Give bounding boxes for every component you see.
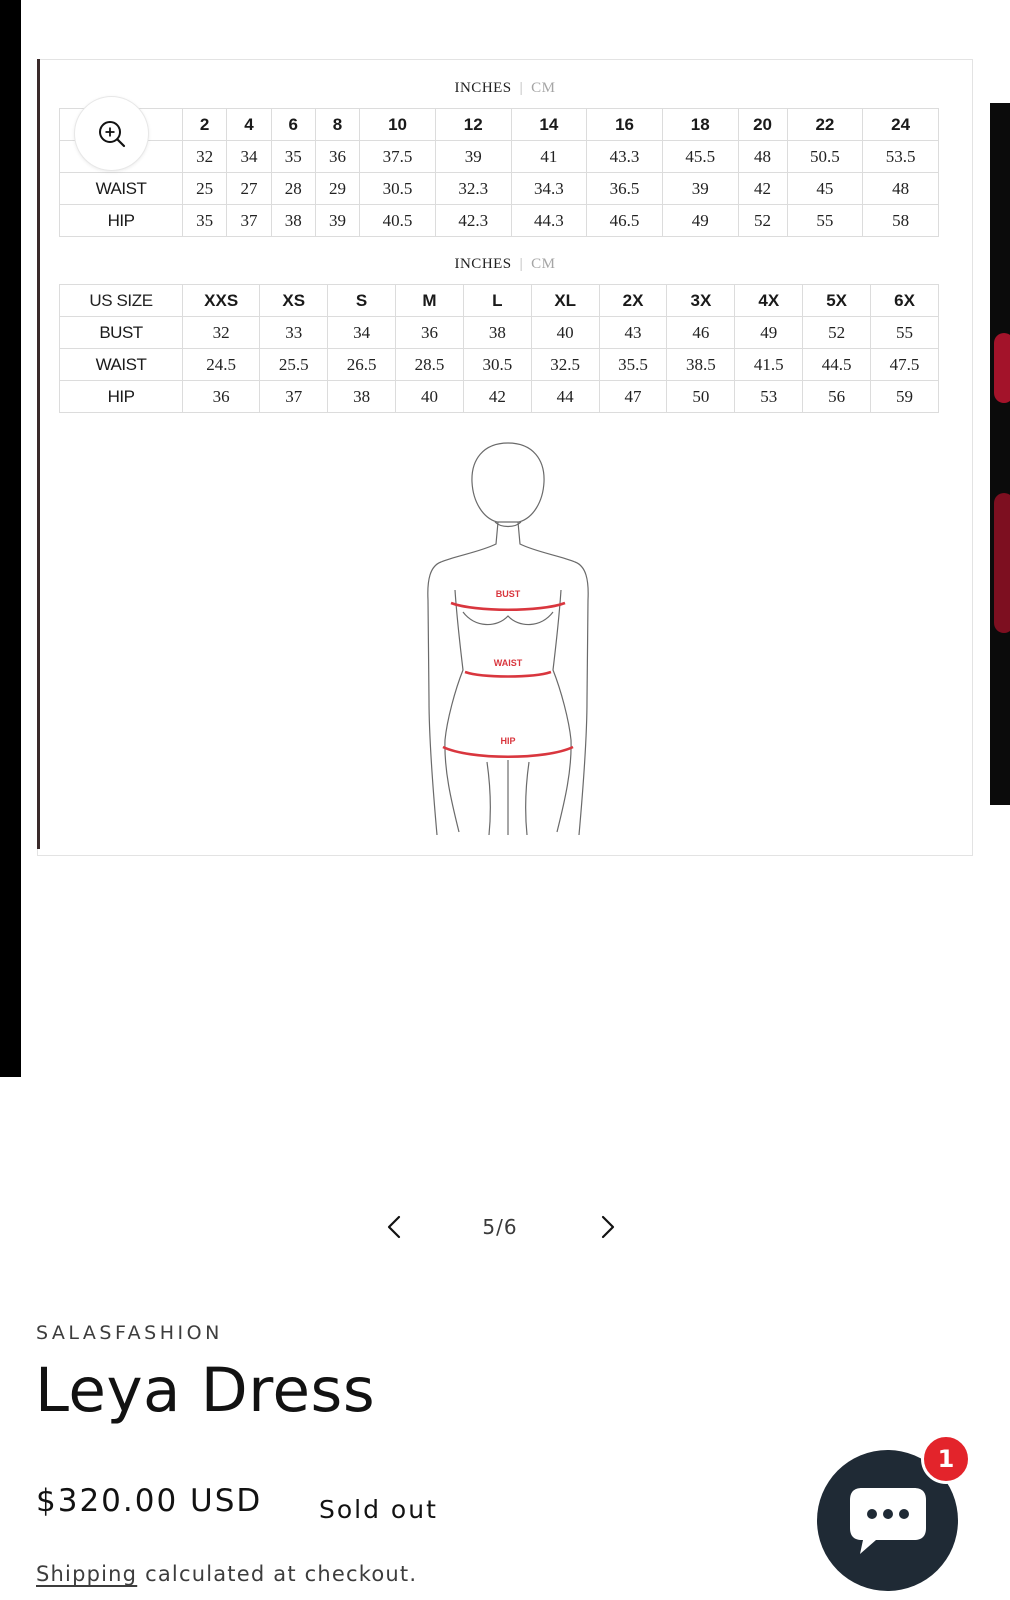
size-header-cell: 12: [435, 109, 511, 141]
unit-toggle-label-top: INCHES | CM: [454, 80, 556, 96]
measurement-cell: 32.5: [531, 349, 599, 381]
measurement-cell: 34.3: [511, 173, 587, 205]
measurement-label: BUST: [60, 317, 183, 349]
size-header-cell: 2: [183, 109, 227, 141]
product-title: Leya Dress: [35, 1355, 376, 1426]
measurement-cell: 52: [803, 317, 871, 349]
measurement-cell: 41.5: [735, 349, 803, 381]
measurement-cell: 58: [863, 205, 939, 237]
measurement-cell: 32: [183, 141, 227, 173]
measurement-label: HIP: [60, 381, 183, 413]
measurement-cell: 49: [735, 317, 803, 349]
body-measurement-figure: [425, 440, 590, 858]
hip-label: HIP: [500, 736, 516, 746]
size-header-cell: XXS: [183, 285, 260, 317]
chat-unread-badge: 1: [921, 1434, 971, 1484]
measurement-cell: 28: [271, 173, 315, 205]
measurement-cell: 44: [531, 381, 599, 413]
next-slide-button[interactable]: [586, 1205, 630, 1249]
measurement-cell: 39: [435, 141, 511, 173]
table-row: [60, 349, 939, 381]
measurement-cell: 32: [183, 317, 260, 349]
letter-size-table: [59, 284, 939, 413]
measurement-cell: 52: [738, 205, 787, 237]
unit-toggle-label-bottom: INCHES | CM: [454, 256, 556, 272]
measurement-cell: 29: [315, 173, 359, 205]
measurement-cell: 56: [803, 381, 871, 413]
table-row: [60, 173, 939, 205]
measurement-cell: 39: [315, 205, 359, 237]
measurement-cell: 46: [667, 317, 735, 349]
measurement-cell: 59: [871, 381, 939, 413]
chevron-right-icon: [598, 1214, 618, 1240]
measurement-cell: 49: [662, 205, 738, 237]
measurement-cell: 26.5: [328, 349, 396, 381]
measurement-cell: 42: [738, 173, 787, 205]
bust-label: BUST: [495, 589, 521, 599]
measurement-cell: 34: [227, 141, 271, 173]
measurement-cell: 43: [599, 317, 667, 349]
measurement-cell: 42.3: [435, 205, 511, 237]
measurement-cell: 30.5: [360, 173, 436, 205]
measurement-cell: 25: [183, 173, 227, 205]
numeric-size-table: [59, 108, 939, 237]
measurement-cell: 33: [260, 317, 328, 349]
table-row: [60, 141, 939, 173]
shipping-text: calculated at checkout.: [137, 1562, 418, 1586]
size-header-cell: 6: [271, 109, 315, 141]
measurement-cell: 30.5: [463, 349, 531, 381]
measurement-cell: 55: [787, 205, 863, 237]
measurement-label: WAIST: [60, 173, 183, 205]
measurement-cell: 36.5: [587, 173, 663, 205]
measurement-cell: 43.3: [587, 141, 663, 173]
measurement-cell: 55: [871, 317, 939, 349]
measurement-cell: 40: [396, 381, 464, 413]
chat-bubble-icon: [846, 1484, 930, 1558]
size-header-cell: M: [396, 285, 464, 317]
measurement-cell: 24.5: [183, 349, 260, 381]
gallery-navigation: [0, 1205, 1010, 1255]
measurement-cell: 25.5: [260, 349, 328, 381]
shipping-link[interactable]: Shipping: [36, 1562, 138, 1586]
zoom-button[interactable]: [75, 97, 148, 170]
size-header-cell: 16: [587, 109, 663, 141]
measurement-cell: 40: [531, 317, 599, 349]
measurement-cell: 41: [511, 141, 587, 173]
table-row: [60, 381, 939, 413]
measurement-cell: 48: [738, 141, 787, 173]
measurement-cell: 38: [271, 205, 315, 237]
size-header-cell: 20: [738, 109, 787, 141]
measurement-cell: 38: [463, 317, 531, 349]
size-header-cell: 2X: [599, 285, 667, 317]
measurement-cell: 36: [315, 141, 359, 173]
slide-counter: 5/6: [482, 1215, 518, 1239]
measurement-cell: 45: [787, 173, 863, 205]
measurement-cell: 32.3: [435, 173, 511, 205]
measurement-cell: 42: [463, 381, 531, 413]
measurement-cell: 36: [183, 381, 260, 413]
sold-out-badge: Sold out: [319, 1495, 438, 1524]
size-column-header: US SIZE: [60, 285, 183, 317]
measurement-cell: 36: [396, 317, 464, 349]
size-header-cell: 6X: [871, 285, 939, 317]
table-row: [60, 205, 939, 237]
measurement-cell: 44.5: [803, 349, 871, 381]
measurement-cell: 47: [599, 381, 667, 413]
shipping-note: [36, 1562, 417, 1586]
measurement-cell: 40.5: [360, 205, 436, 237]
measurement-lines: [443, 603, 573, 757]
measurement-cell: 38: [328, 381, 396, 413]
size-header-cell: 5X: [803, 285, 871, 317]
measurement-cell: 37: [227, 205, 271, 237]
previous-slide-button[interactable]: [372, 1205, 416, 1249]
slide-left-border: [37, 59, 40, 849]
size-header-cell: 8: [315, 109, 359, 141]
measurement-label: WAIST: [60, 349, 183, 381]
measurement-cell: 53.5: [863, 141, 939, 173]
table-row: [60, 317, 939, 349]
waist-label: WAIST: [493, 658, 523, 668]
size-header-cell: S: [328, 285, 396, 317]
measurement-cell: 35: [271, 141, 315, 173]
measurement-cell: 35: [183, 205, 227, 237]
size-header-cell: XL: [531, 285, 599, 317]
measurement-cell: 50: [667, 381, 735, 413]
measurement-cell: 27: [227, 173, 271, 205]
measurement-cell: 44.3: [511, 205, 587, 237]
previous-slide-edge: [0, 0, 21, 1077]
measurement-cell: 46.5: [587, 205, 663, 237]
measurement-cell: 39: [662, 173, 738, 205]
size-header-cell: 10: [360, 109, 436, 141]
measurement-cell: 47.5: [871, 349, 939, 381]
measurement-cell: 28.5: [396, 349, 464, 381]
measurement-cell: 34: [328, 317, 396, 349]
measurement-cell: 53: [735, 381, 803, 413]
next-slide-edge: [990, 103, 1010, 805]
size-header-cell: 3X: [667, 285, 735, 317]
size-header-cell: 22: [787, 109, 863, 141]
measurement-cell: 48: [863, 173, 939, 205]
size-header-cell: 24: [863, 109, 939, 141]
product-price: $320.00 USD: [36, 1483, 263, 1519]
measurement-cell: 50.5: [787, 141, 863, 173]
measurement-cell: 38.5: [667, 349, 735, 381]
chevron-left-icon: [384, 1214, 404, 1240]
zoom-in-icon: [97, 119, 127, 149]
measurement-label: HIP: [60, 205, 183, 237]
measurement-cell: 45.5: [662, 141, 738, 173]
size-header-cell: XS: [260, 285, 328, 317]
size-header-cell: 4X: [735, 285, 803, 317]
measurement-cell: 37.5: [360, 141, 436, 173]
product-vendor: SALASFASHION: [36, 1322, 223, 1344]
measurement-cell: 37: [260, 381, 328, 413]
size-header-cell: 14: [511, 109, 587, 141]
measurement-cell: 35.5: [599, 349, 667, 381]
size-header-cell: 18: [662, 109, 738, 141]
size-header-cell: 4: [227, 109, 271, 141]
size-header-cell: L: [463, 285, 531, 317]
